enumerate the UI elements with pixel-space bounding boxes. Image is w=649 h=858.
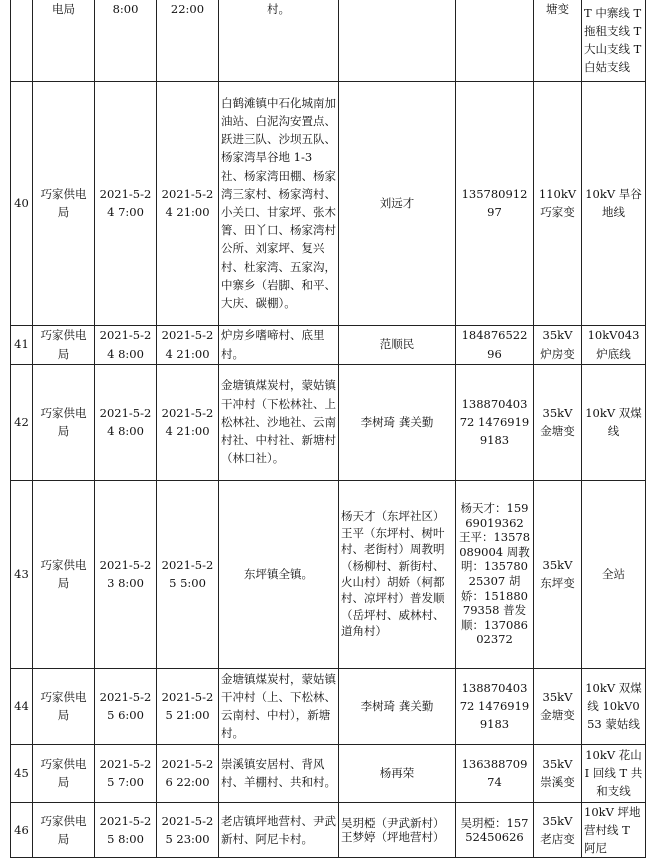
contact-cell: 杨再荣: [339, 744, 456, 802]
area-cell: 东坪镇全镇。: [219, 480, 339, 668]
line-cell: 10kV043 炉底线: [582, 325, 646, 364]
line-cell: 10kV 花山 I 回线 T 共和支线: [582, 744, 646, 802]
start-time-cell: 2021-5-25 6:00: [95, 668, 157, 744]
row-number: 43: [11, 480, 33, 668]
area-cell: 炉房乡嗜啼村、底里村。: [219, 325, 339, 364]
table-row: [11, 668, 646, 744]
row-number: 42: [11, 364, 33, 480]
line-cell: T 中寨线 T 拖租支线 T 大山支线 T 白姑支线: [582, 0, 646, 81]
phone-cell: 吴玥椏：15752450626: [456, 802, 534, 858]
end-time-cell: 2021-5-26 22:00: [157, 744, 219, 802]
unit-cell: 巧家供电局: [33, 81, 95, 325]
substation-cell: 35kV 崇溪变: [534, 744, 582, 802]
area-cell: 老店镇坪地营村、尹武新村、阿尼卡村。: [219, 802, 339, 858]
line-cell: 全站: [582, 480, 646, 668]
power-outage-table: [10, 0, 646, 858]
unit-cell: 电局: [33, 0, 95, 81]
line-cell: 10kV 旱谷地线: [582, 81, 646, 325]
substation-cell: 35kV 金塘变: [534, 364, 582, 480]
row-number: 41: [11, 325, 33, 364]
table-row: [11, 81, 646, 325]
end-time-cell: 2021-5-24 21:00: [157, 325, 219, 364]
start-time-cell: 2021-5-24 8:00: [95, 364, 157, 480]
unit-cell: 巧家供电局: [33, 325, 95, 364]
line-cell: 10kV 双煤线 10kV053 蒙姑线: [582, 668, 646, 744]
line-cell: 10kV 坪地营村线 T 阿尼: [582, 802, 646, 858]
end-time-cell: 2021-5-25 5:00: [157, 480, 219, 668]
contact-cell: 李树琦 龚关勤: [339, 364, 456, 480]
phone-cell: 13887040372 14769199183: [456, 364, 534, 480]
contact-cell: 范顺民: [339, 325, 456, 364]
table-row: [11, 0, 646, 81]
row-number: [11, 0, 33, 81]
unit-cell: 巧家供电局: [33, 364, 95, 480]
row-number: 40: [11, 81, 33, 325]
start-time-cell: 2021-5-24 8:00: [95, 325, 157, 364]
area-cell: 金塘镇煤炭村，蒙姑镇干冲村（下松林社、上松林社、沙地社、云南村社、中村社、新塘村（林口社）。: [219, 364, 339, 480]
substation-cell: 35kV 东坪变: [534, 480, 582, 668]
area-cell: 白鹤滩镇中石化城南加油站、白泥沟安置点、跃进三队、沙坝五队、杨家湾旱谷地 1-3 社、杨家湾田棚、杨家湾三家村、杨家湾村、小关口、甘家坪、张木箐、田丫口、杨家湾村公所、刘家坪、复兴村、杜家湾、五家沟，中寨乡（岩脚、和平、大庆、碳棚）。: [219, 81, 339, 325]
start-time-cell: 2021-5-24 7:00: [95, 81, 157, 325]
area-cell: 村。: [219, 0, 339, 81]
table-row: [11, 802, 646, 858]
end-time-cell: 22:00: [157, 0, 219, 81]
phone-cell: 18487652296: [456, 325, 534, 364]
unit-cell: 巧家供电局: [33, 744, 95, 802]
contact-cell: [339, 0, 456, 81]
start-time-cell: 2021-5-25 8:00: [95, 802, 157, 858]
start-time-cell: 2021-5-23 8:00: [95, 480, 157, 668]
unit-cell: 巧家供电局: [33, 802, 95, 858]
row-number: 45: [11, 744, 33, 802]
contact-cell: 李树琦 龚关勤: [339, 668, 456, 744]
substation-cell: 35kV 老店变: [534, 802, 582, 858]
start-time-cell: 8:00: [95, 0, 157, 81]
substation-cell: 塘变: [534, 0, 582, 81]
contact-cell: 刘远才: [339, 81, 456, 325]
table-row: [11, 744, 646, 802]
area-cell: 崇溪镇安居村、背风村、羊棚村、共和村。: [219, 744, 339, 802]
table-row: [11, 480, 646, 668]
area-cell: 金塘镇煤炭村，蒙姑镇干冲村（上、下松林、云南村、中村），新塘村。: [219, 668, 339, 744]
phone-cell: 13638870974: [456, 744, 534, 802]
table-row: [11, 325, 646, 364]
contact-cell: 杨天才（东坪社区）王平（东坪村、树叶村、老街村）周教明（杨柳村、新街村、火山村）胡娇（柯都村、凉坪村）普发顺（岳坪村、威林村、道角村）: [339, 480, 456, 668]
substation-cell: 35kV 炉房变: [534, 325, 582, 364]
phone-cell: 杨天才：15969019362 王平：13578089004 周教明：13578025307 胡娇：15188079358 普发顺：13708602372: [456, 480, 534, 668]
end-time-cell: 2021-5-25 21:00: [157, 668, 219, 744]
contact-cell: 吴玥椏（尹武新村）王梦婷（坪地营村）: [339, 802, 456, 858]
substation-cell: 35kV 金塘变: [534, 668, 582, 744]
table-row: [11, 364, 646, 480]
phone-cell: [456, 0, 534, 81]
end-time-cell: 2021-5-24 21:00: [157, 81, 219, 325]
substation-cell: 110kV 巧家变: [534, 81, 582, 325]
end-time-cell: 2021-5-24 21:00: [157, 364, 219, 480]
end-time-cell: 2021-5-25 23:00: [157, 802, 219, 858]
start-time-cell: 2021-5-25 7:00: [95, 744, 157, 802]
line-cell: 10kV 双煤线: [582, 364, 646, 480]
unit-cell: 巧家供电局: [33, 668, 95, 744]
phone-cell: 13578091297: [456, 81, 534, 325]
row-number: 44: [11, 668, 33, 744]
phone-cell: 13887040372 14769199183: [456, 668, 534, 744]
unit-cell: 巧家供电局: [33, 480, 95, 668]
row-number: 46: [11, 802, 33, 858]
